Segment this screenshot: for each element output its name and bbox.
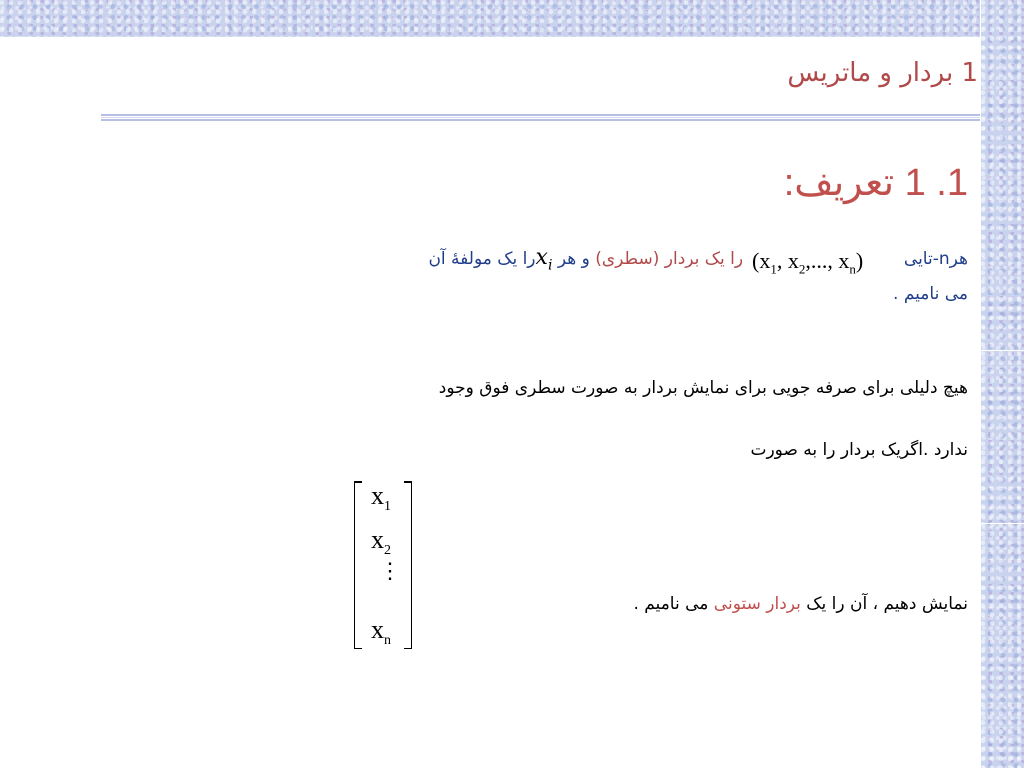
paragraph-line-3-start: نمایش دهیم ، آن را یک	[806, 594, 968, 614]
definition-ra: را یک	[704, 249, 744, 269]
right-band-seam	[980, 523, 1024, 524]
definition-n: n	[938, 249, 950, 269]
xi-symbol: $x_i$	[535, 245, 553, 274]
definition-and-each: و هر	[557, 249, 590, 269]
definition-row-vector-term: بردار (سطری)	[595, 249, 700, 269]
slide-title: 1 بردار و ماتریس	[787, 58, 978, 88]
definition-line-2: می نامیم .	[893, 284, 968, 304]
column-vector-term: بردار ستونی	[713, 594, 801, 614]
definition-prefix: هر	[949, 249, 968, 269]
definition-component: را یک مولفۀ آن	[428, 249, 536, 269]
tuple-notation: ($x_1$, $x_2$,..., $x_n$)	[752, 248, 864, 277]
right-texture-band	[980, 0, 1024, 768]
section-heading: 1. 1 تعریف:	[783, 162, 968, 204]
top-texture-band	[0, 0, 1024, 37]
paragraph-line-3	[633, 594, 968, 614]
definition-tuple-word: -تایی	[903, 249, 939, 269]
title-divider	[101, 114, 980, 121]
matrix-entry-2: $x_2$	[371, 525, 391, 559]
matrix-vertical-dots: ⋮	[379, 558, 401, 583]
right-band-seam	[980, 350, 1024, 351]
matrix-entry-1: $x_1$	[371, 481, 391, 515]
paragraph-line-3-end: می نامیم .	[633, 594, 709, 614]
column-vector-matrix	[354, 481, 412, 649]
matrix-entry-n: $x_n$	[371, 615, 391, 649]
definition-line-1	[308, 246, 968, 277]
paragraph-line-2: ندارد .اگریک بردار را به صورت	[750, 440, 968, 460]
paragraph-line-1: هیچ دلیلی برای صرفه جویی برای نمایش بردار به صورت سطری فوق وجود	[438, 378, 968, 398]
